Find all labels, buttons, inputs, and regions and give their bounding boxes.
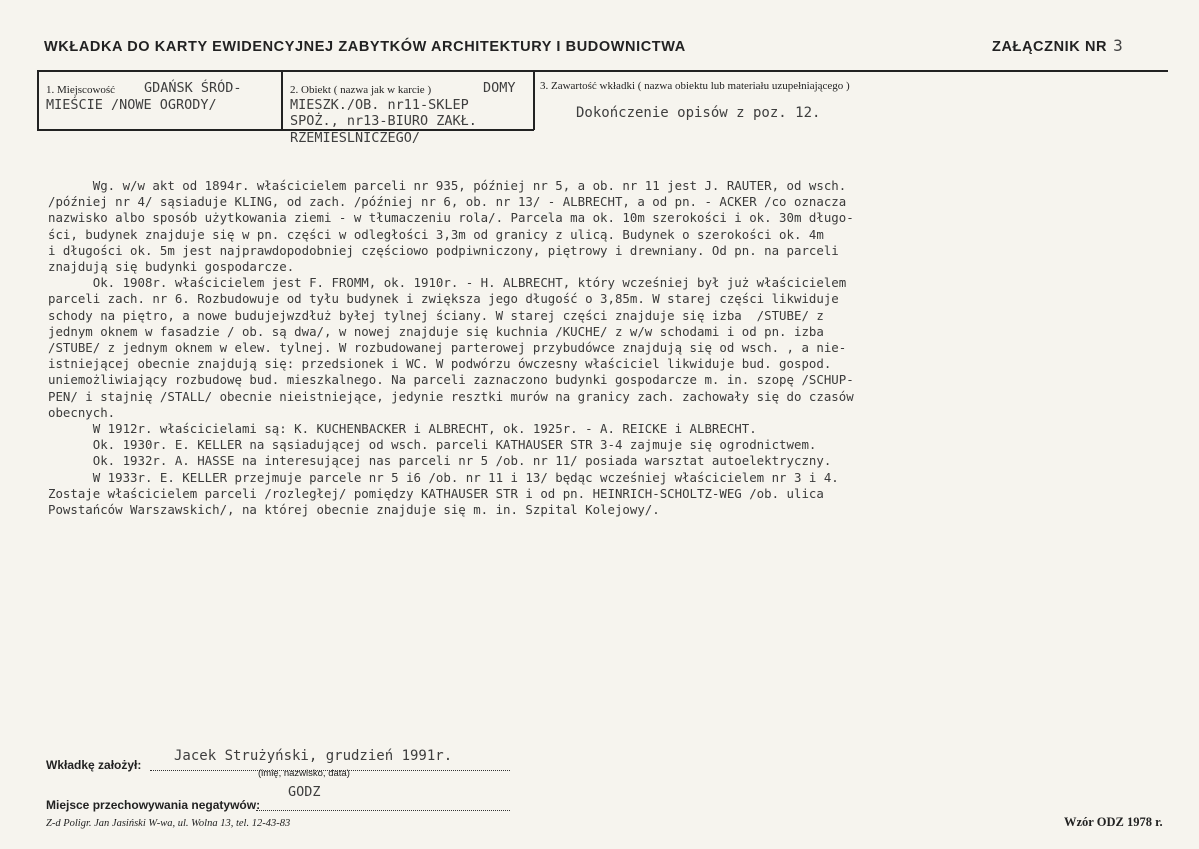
form-code: Wzór ODZ 1978 r. — [1064, 815, 1163, 829]
body-line: obecnych. — [48, 404, 116, 420]
body-line: uniemożliwiający rozbudowę bud. mieszkalnego. Na parceli zaznaczono budynki gospodarcze m. in. szopę /SCHUP- — [48, 372, 854, 388]
body-line: Zostaje właścicielem parceli /rozległej/ pomiędzy KATHAUSER STR i od pn. HEINRICH-SCHOLTZ-WEG /ob. ulica — [48, 485, 824, 501]
description-body — [48, 178, 1158, 518]
header-rule-top — [37, 70, 1168, 72]
created-by-caption: (imię, nazwisko, data) — [258, 768, 350, 779]
annex-number: 3 — [1113, 36, 1124, 55]
object-value-line4: RZEMIEŚLNICZEGO/ — [290, 130, 421, 146]
body-line: nazwisko albo sposób użytkowania ziemi - w tłumaczeniu rola/. Parcela ma ok. 10m szerokości i ok. 30m długo- — [48, 210, 854, 226]
body-line: /STUBE/ z jednym oknem w elew. tylnej. W rozbudowanej parterowej przybudówce znajdują się od wsch. , a nie- — [48, 340, 847, 356]
body-line: parceli zach. nr 6. Rozbudowuje od tyłu budynek i zwiększa jego długość o 3,85m. W starej części likwiduje — [48, 291, 839, 307]
annex-label — [992, 36, 1123, 55]
locality-value-line1: GDAŃSK ŚRÓD- — [144, 80, 242, 96]
object-value-line2: MIESZK./OB. nr11-SKLEP — [290, 97, 469, 113]
body-line: W 1933r. E. KELLER przejmuje parcele nr 5 i6 /ob. nr 11 i 13/ będąc wcześniej właścicielem nr 3 i 4. — [48, 469, 839, 485]
body-line: Ok. 1930r. E. KELLER na sąsiadującej od wsch. parceli KATHAUSER STR 3-4 zajmuje się ogrodnictwem. — [48, 437, 817, 453]
object-value-line3: SPOŻ., nr13-BIURO ZAKŁ. — [290, 113, 477, 129]
body-line: jednym oknem w fasadzie / ob. są dwa/, w nowej znajduje się kuchnia /KUCHE/ z w/w schodami i od pn. izba — [48, 323, 824, 339]
created-by-value: Jacek Strużyński, grudzień 1991r. — [174, 748, 453, 764]
body-line: /później nr 4/ sąsiaduje KLING, od zach. /później nr 6, ob. nr 13/ - ALBRECHT, a od pn. - ACKER /co oznacza — [48, 194, 847, 210]
header-divider-1 — [281, 71, 283, 130]
body-line: schody na piętro, a nowe budujejwzdłuż byłej tylnej ściany. W starej części znajduje się izba /STUBE/ z — [48, 307, 824, 323]
created-by-label: Wkładkę założył: — [46, 758, 142, 772]
negatives-label: Miejsce przechowywania negatywów: — [46, 798, 261, 812]
object-value-line1: DOMY — [483, 80, 516, 96]
contents-label: 3. Zawartość wkładki ( nazwa obiektu lub materiału uzupełniającego ) — [540, 80, 850, 92]
contents-value: Dokończenie opisów z poz. 12. — [576, 105, 821, 121]
annex-label-text: ZAŁĄCZNIK NR — [992, 39, 1108, 55]
negatives-value: GODZ — [288, 784, 321, 800]
form-title: WKŁADKA DO KARTY EWIDENCYJNEJ ZABYTKÓW ARCHITEKTURY I BUDOWNICTWA — [44, 39, 686, 55]
header-divider-2 — [533, 71, 535, 130]
negatives-line — [256, 810, 510, 811]
object-label: 2. Obiekt ( nazwa jak w karcie ) — [290, 84, 432, 96]
body-line: ści, budynek znajduje się w pn. części w odległości 3,3m od granicy z ulicą. Budynek o szerokości ok. 4m — [48, 226, 824, 242]
body-line: Powstańców Warszawskich/, na której obecnie znajduje się m. in. Szpital Kolejowy/. — [48, 502, 660, 518]
body-line: istniejącej obecnie znajdują się: przedsionek i WC. W podwórzu ówczesny właściciel likwiduje bud. gospod. — [48, 356, 832, 372]
printer-info: Z-d Poligr. Jan Jasiński W-wa, ul. Wolna 13, tel. 12-43-83 — [46, 818, 291, 829]
body-line: Ok. 1908r. właścicielem jest F. FROMM, ok. 1910r. - H. ALBRECHT, który wcześniej był już właścicielem — [48, 275, 847, 291]
body-line: Wg. w/w akt od 1894r. właścicielem parceli nr 935, później nr 5, a ob. nr 11 jest J. RAUTER, od wsch. — [48, 178, 847, 193]
body-line: znajdują się budynki gospodarcze. — [48, 259, 295, 275]
locality-value-line2: MIEŚCIE /NOWE OGRODY/ — [46, 97, 217, 113]
header-divider-left — [37, 71, 39, 130]
body-line: Ok. 1932r. A. HASSE na interesującej nas parceli nr 5 /ob. nr 11/ posiada warsztat autoelektryczny. — [48, 453, 832, 469]
body-line: PEN/ i stajnię /STALL/ obecnie nieistniejące, jedynie resztki murów na granicy zach. zachowały się do czasów — [48, 388, 854, 404]
body-line: i długości ok. 5m jest najprawdopodobniej częściowo podpiwniczony, piętrowy i drewniany. Od pn. na parceli — [48, 242, 839, 258]
body-line: W 1912r. właścicielami są: K. KUCHENBACKER i ALBRECHT, ok. 1925r. - A. REICKE i ALBRECHT. — [48, 421, 757, 437]
header-rule-bottom — [37, 129, 534, 131]
locality-label: 1. Miejscowość — [46, 84, 116, 96]
